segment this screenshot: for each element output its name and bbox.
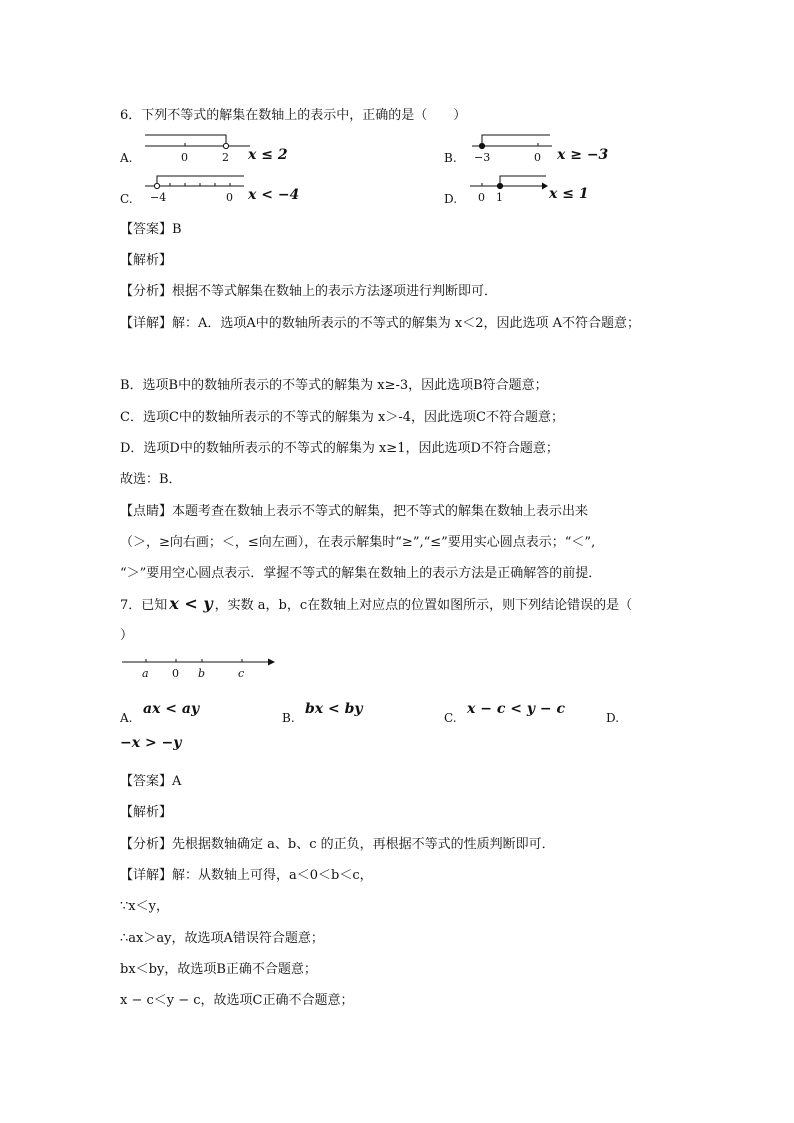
q7-stem-prefix: 7．已知 bbox=[120, 598, 168, 613]
q7-option-a-expr: ax < ay bbox=[143, 701, 200, 717]
axis-arrow bbox=[268, 659, 275, 666]
tick-label-neg3: −3 bbox=[474, 151, 491, 164]
q6-fenxi: 【分析】根据不等式解集在数轴上的表示方法逐项进行判断即可． bbox=[120, 284, 498, 299]
solid-dot bbox=[479, 143, 484, 148]
axis-label-c: c bbox=[238, 667, 245, 680]
q6-option-a-letter: A. bbox=[120, 151, 133, 165]
solution-bracket bbox=[500, 176, 546, 186]
q7-detail-1: 【详解】解：从数轴上可得，a＜0＜b＜c， bbox=[120, 868, 373, 883]
tick-label-neg4: −4 bbox=[150, 191, 167, 204]
q6-option-d-numberline bbox=[462, 170, 612, 210]
tick-label-1: 1 bbox=[496, 191, 503, 204]
tick-label-2: 2 bbox=[222, 151, 229, 164]
axis-arrow bbox=[542, 183, 548, 190]
q6-option-c-label: x < −4 bbox=[248, 187, 300, 203]
q6-detail-d: D．选项D中的数轴所表示的不等式的解集为 x≥1，因此选项D不符合题意； bbox=[120, 441, 559, 456]
q7-stem-suffix: ，实数 a，b，c在数轴上对应点的位置如图所示，则下列结论错误的是（ bbox=[214, 598, 633, 613]
q7-numberline bbox=[118, 652, 288, 684]
q7-detail-4: bx＜by，故选项B正确不合题意； bbox=[120, 962, 317, 977]
solution-bracket bbox=[482, 135, 550, 146]
q6-detail-a: 【详解】解：A．选项A中的数轴所表示的不等式的解集为 x＜2，因此选项 A不符合题意； bbox=[120, 316, 641, 331]
axis-label-a: a bbox=[142, 667, 149, 680]
q6-option-a-label: x ≤ 2 bbox=[248, 147, 288, 163]
q6-detail-c: C．选项C中的数轴所表示的不等式的解集为 x＞-4，因此选项C不符合题意； bbox=[120, 410, 564, 425]
tick-label-0: 0 bbox=[478, 191, 485, 204]
open-dot bbox=[223, 143, 228, 148]
q6-dianjing-1: 【点睛】本题考查在数轴上表示不等式的解集，把不等式的解集在数轴上表示出来 bbox=[120, 504, 589, 519]
q6-answer: 【答案】B bbox=[120, 222, 182, 237]
q7-answer: 【答案】A bbox=[120, 774, 182, 789]
q7-option-c-expr: x − c < y − c bbox=[467, 701, 565, 717]
axis-label-0: 0 bbox=[172, 667, 179, 680]
q6-detail-b: B．选项B中的数轴所表示的不等式的解集为 x≥-3，因此选项B符合题意； bbox=[120, 378, 548, 393]
q6-choose: 故选：B． bbox=[120, 472, 182, 487]
q7-detail-3: ∴ax＞ay，故选项A错误符合题意； bbox=[120, 931, 324, 946]
open-dot bbox=[154, 183, 159, 188]
tick-label-0: 0 bbox=[226, 191, 233, 204]
tick-label-0: 0 bbox=[534, 151, 541, 164]
q7-option-c-letter: C. bbox=[444, 711, 457, 725]
q7-option-a-letter: A. bbox=[120, 711, 133, 725]
solid-dot bbox=[497, 183, 502, 188]
q7-stem-continued: ） bbox=[120, 628, 134, 643]
q7-fenxi: 【分析】先根据数轴确定 a、b、c 的正负，再根据不等式的性质判断即可． bbox=[120, 837, 555, 852]
q6-option-d-letter: D. bbox=[444, 192, 458, 206]
q6-analysis-heading: 【解析】 bbox=[120, 253, 173, 268]
q7-option-d-expr: −x > −y bbox=[120, 735, 182, 751]
q7-stem bbox=[120, 594, 632, 613]
q6-option-b-letter: B. bbox=[444, 151, 457, 165]
q7-analysis-heading: 【解析】 bbox=[120, 805, 173, 820]
q6-option-b-label: x ≥ −3 bbox=[557, 147, 609, 163]
q7-option-d-letter: D. bbox=[606, 711, 620, 725]
q7-stem-math: x < y bbox=[169, 594, 213, 613]
q7-detail-2: ∵x＜y， bbox=[120, 899, 169, 914]
q6-dianjing-3: “＞”要用空心圆点表示．掌握不等式的解集在数轴上的表示方法是正确解答的前提． bbox=[120, 566, 602, 581]
axis-label-b: b bbox=[198, 667, 206, 680]
q7-detail-5: x − c＜y − c，故选项C正确不合题意； bbox=[120, 993, 354, 1008]
q6-option-c-letter: C. bbox=[120, 192, 133, 206]
q7-option-b-letter: B. bbox=[282, 711, 295, 725]
tick-label-0: 0 bbox=[181, 151, 188, 164]
q6-stem: 6．下列不等式的解集在数轴上的表示中，正确的是（ ） bbox=[120, 108, 467, 123]
q7-option-b-expr: bx < by bbox=[305, 701, 363, 717]
q6-option-d-label: x ≤ 1 bbox=[549, 186, 589, 202]
q6-dianjing-2: （＞，≥向右画；＜，≤向左画），在表示解集时“≥”,“≤”要用实心圆点表示；“＜”, bbox=[120, 535, 596, 550]
